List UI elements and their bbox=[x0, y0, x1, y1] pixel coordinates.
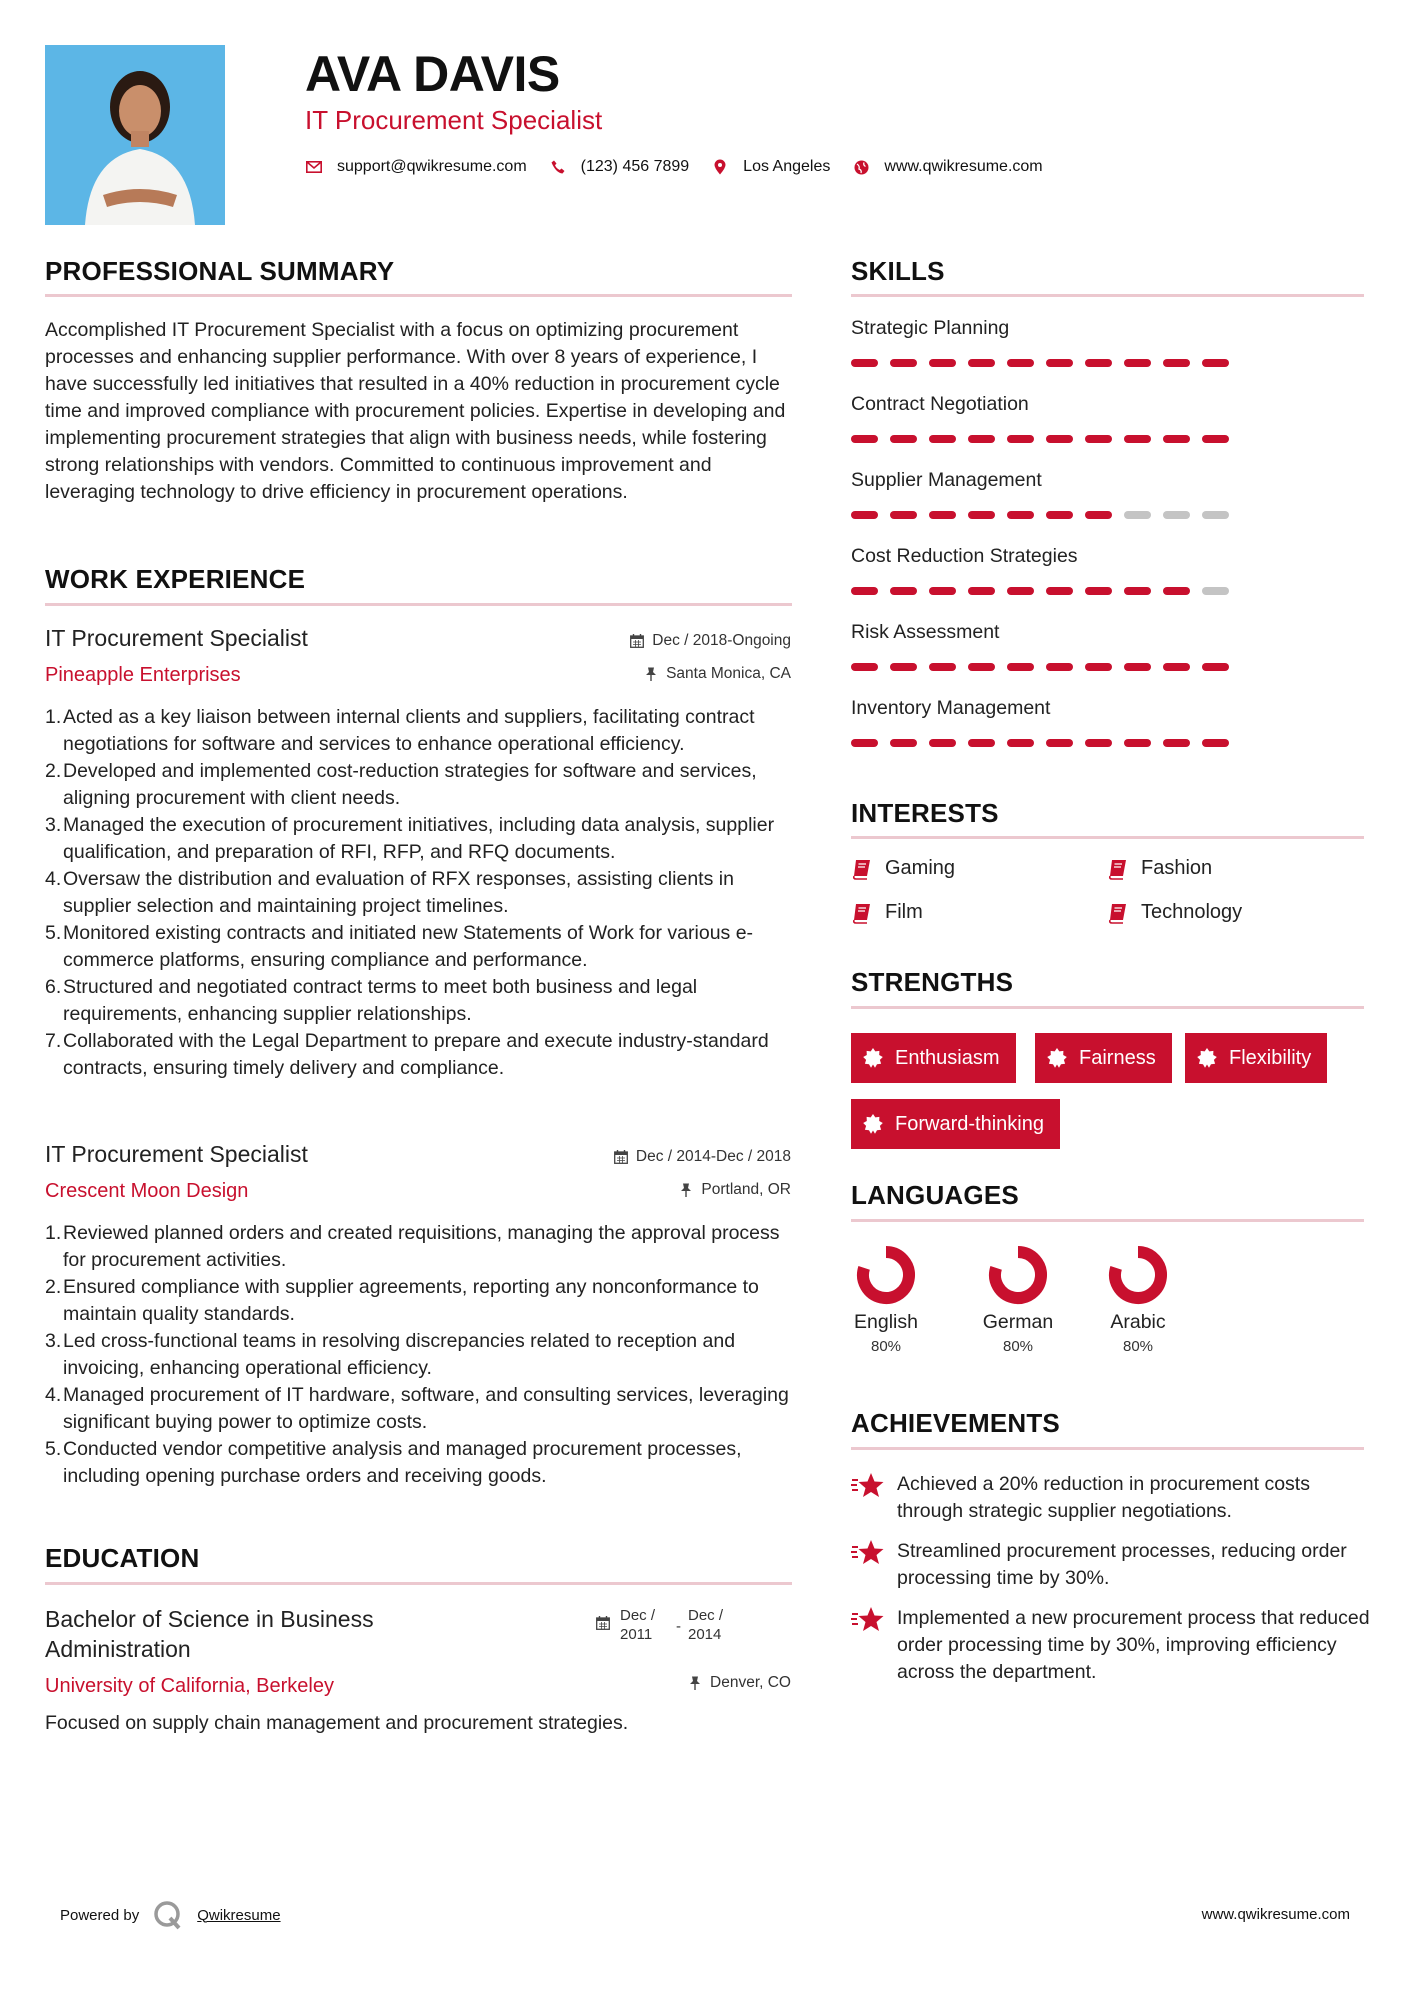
skill-level-segment-filled bbox=[968, 511, 995, 519]
education-start: Dec / 2011 bbox=[620, 1607, 656, 1643]
footer-website[interactable]: www.qwikresume.com bbox=[1201, 1906, 1350, 1923]
summary-text: Accomplished IT Procurement Specialist with a focus on optimizing procurement processes and enhancing supplier performance. With over 8 years of experience, I have successfully led initiatives that resulted in a 40% reduction in procurement cycle time and improved compliance with procurement policies. Expertise in developing and implementing procurement strategies that align with business needs, while fostering strong relationships with vendors. Committed to continuous improvement and leveraging technology to drive efficiency in procurement operations. bbox=[45, 319, 786, 503]
skill-level-segment-filled bbox=[851, 663, 878, 671]
skill-level-segment-filled bbox=[929, 663, 956, 671]
job-company: Crescent Moon Design bbox=[45, 1180, 249, 1202]
job-bullet: Collaborated with the Legal Department to prepare and execute industry-standard contracts, ensuring timely delivery and compliance. bbox=[63, 1030, 769, 1079]
skill-level-segment-filled bbox=[1163, 739, 1190, 747]
skill-name: Cost Reduction Strategies bbox=[851, 545, 1078, 567]
language-name: Arabic bbox=[1110, 1311, 1166, 1333]
language-name: German bbox=[982, 1311, 1054, 1333]
skill-level-bar bbox=[851, 435, 1251, 443]
school-name: University of California, Berkeley bbox=[45, 1675, 334, 1697]
skill-level-segment-filled bbox=[851, 511, 878, 519]
job-title: IT Procurement Specialist bbox=[45, 1141, 308, 1167]
strength-chip bbox=[851, 1099, 1060, 1149]
language-percent: 80% bbox=[870, 1338, 902, 1355]
skill-level-segment-filled bbox=[1046, 663, 1073, 671]
skill-item bbox=[851, 621, 1251, 671]
skill-level-bar bbox=[851, 739, 1251, 747]
skill-level-segment-filled bbox=[851, 587, 878, 595]
skill-level-segment-filled bbox=[1007, 511, 1034, 519]
skill-level-segment-empty bbox=[1163, 511, 1190, 519]
skill-item bbox=[851, 317, 1251, 367]
skill-level-segment-filled bbox=[1085, 663, 1112, 671]
contact-phone[interactable] bbox=[549, 158, 690, 176]
skill-item bbox=[851, 393, 1251, 443]
powered-by-text: Powered by bbox=[60, 1906, 140, 1924]
skill-level-segment-filled bbox=[1124, 663, 1151, 671]
skill-level-segment-filled bbox=[1085, 511, 1112, 519]
calendar-icon bbox=[629, 633, 645, 649]
skill-level-segment-filled bbox=[929, 511, 956, 519]
skill-level-segment-empty bbox=[1202, 511, 1229, 519]
location-text: Los Angeles bbox=[743, 158, 831, 175]
skill-level-segment-filled bbox=[1202, 435, 1229, 443]
skills-heading: SKILLS bbox=[851, 256, 945, 286]
badge-icon bbox=[1197, 1048, 1217, 1068]
education-dates: Dec / 2011 - Dec / 2014 bbox=[596, 1606, 744, 1644]
skill-level-segment-empty bbox=[1124, 511, 1151, 519]
skill-level-segment-filled bbox=[1085, 739, 1112, 747]
interest-item bbox=[851, 901, 923, 924]
job-bullet: Oversaw the distribution and evaluation of RFX responses, assisting clients in supplier selection and maintaining project timelines. bbox=[63, 868, 734, 917]
skill-level-segment-filled bbox=[1124, 435, 1151, 443]
education-description: Focused on supply chain management and procurement strategies. bbox=[45, 1712, 629, 1734]
language-item bbox=[1083, 1243, 1193, 1355]
experience-heading: WORK EXPERIENCE bbox=[45, 564, 306, 594]
skill-level-segment-filled bbox=[890, 739, 917, 747]
skill-level-segment-filled bbox=[890, 359, 917, 367]
star-icon bbox=[851, 1605, 885, 1635]
job-bullet: Reviewed planned orders and created requisitions, managing the approval process for procurement activities. bbox=[63, 1222, 780, 1271]
language-progress-ring bbox=[854, 1243, 918, 1307]
skill-level-segment-filled bbox=[1202, 739, 1229, 747]
skill-level-segment-filled bbox=[851, 435, 878, 443]
phone-text: (123) 456 7899 bbox=[580, 158, 690, 175]
job-bullets bbox=[45, 1220, 795, 1490]
skill-name: Supplier Management bbox=[851, 469, 1042, 491]
profile-photo bbox=[45, 45, 225, 225]
candidate-role: IT Procurement Specialist bbox=[305, 105, 603, 135]
job-dates bbox=[500, 632, 791, 650]
interest-label: Fashion bbox=[1141, 857, 1213, 879]
book-icon bbox=[1107, 902, 1129, 924]
strength-label: Forward-thinking bbox=[895, 1112, 1044, 1135]
skill-level-segment-filled bbox=[851, 739, 878, 747]
skill-level-segment-filled bbox=[968, 435, 995, 443]
job-bullet: Developed and implemented cost-reduction strategies for software and services, aligning procurement with client needs. bbox=[63, 760, 757, 809]
job-location-text: Portland, OR bbox=[701, 1181, 791, 1198]
strength-label: Fairness bbox=[1079, 1046, 1156, 1069]
skill-level-segment-filled bbox=[1046, 587, 1073, 595]
skill-level-bar bbox=[851, 511, 1251, 519]
footer-powered-by bbox=[60, 1900, 281, 1930]
skill-level-segment-filled bbox=[1046, 359, 1073, 367]
globe-icon bbox=[852, 158, 870, 176]
skill-level-segment-filled bbox=[1202, 359, 1229, 367]
achievements-heading: ACHIEVEMENTS bbox=[851, 1408, 1060, 1438]
star-icon bbox=[851, 1538, 885, 1568]
skill-level-bar bbox=[851, 587, 1251, 595]
skill-level-segment-filled bbox=[1163, 587, 1190, 595]
interest-item bbox=[851, 857, 955, 880]
job-bullet: Conducted vendor competitive analysis and managed procurement processes, including opening purchase orders and receiving goods. bbox=[63, 1438, 742, 1487]
skill-level-segment-filled bbox=[968, 663, 995, 671]
language-progress-ring bbox=[986, 1243, 1050, 1307]
job-bullets bbox=[45, 704, 795, 1082]
skill-level-segment-filled bbox=[1163, 663, 1190, 671]
language-progress-arc bbox=[1115, 1252, 1161, 1298]
skill-level-segment-filled bbox=[1046, 435, 1073, 443]
skill-level-segment-filled bbox=[1163, 435, 1190, 443]
contact-email[interactable] bbox=[305, 158, 527, 176]
interest-label: Gaming bbox=[885, 857, 956, 879]
skill-level-segment-filled bbox=[929, 587, 956, 595]
pushpin-icon bbox=[687, 1675, 703, 1691]
qwikresume-link[interactable]: Qwikresume bbox=[197, 1906, 281, 1924]
skill-name: Inventory Management bbox=[851, 697, 1051, 719]
skill-level-segment-filled bbox=[890, 511, 917, 519]
job-title: IT Procurement Specialist bbox=[45, 625, 308, 651]
pushpin-icon bbox=[643, 666, 659, 682]
job-bullet: Monitored existing contracts and initiated new Statements of Work for various e-commerce platforms, ensuring compliance and performance. bbox=[63, 922, 754, 971]
languages-heading: LANGUAGES bbox=[851, 1180, 1019, 1210]
language-item bbox=[831, 1243, 941, 1355]
interest-label: Technology bbox=[1141, 901, 1243, 923]
star-icon bbox=[851, 1471, 885, 1501]
achievement-item bbox=[851, 1605, 1371, 1686]
book-icon bbox=[851, 858, 873, 880]
book-icon bbox=[1107, 858, 1129, 880]
website-text: www.qwikresume.com bbox=[884, 158, 1043, 175]
contact-location bbox=[711, 158, 830, 176]
strength-label: Enthusiasm bbox=[895, 1046, 1000, 1069]
badge-icon bbox=[1047, 1048, 1067, 1068]
strength-label: Flexibility bbox=[1229, 1046, 1312, 1069]
badge-icon bbox=[863, 1048, 883, 1068]
experience-divider bbox=[45, 603, 792, 606]
skill-level-segment-filled bbox=[1124, 587, 1151, 595]
job-dates bbox=[480, 1148, 791, 1166]
language-percent: 80% bbox=[1002, 1338, 1034, 1355]
skill-level-segment-filled bbox=[890, 587, 917, 595]
achievement-text: Streamlined procurement processes, reducing order processing time by 30%. bbox=[897, 1540, 1347, 1589]
badge-icon bbox=[863, 1114, 883, 1134]
skill-level-segment-filled bbox=[1007, 587, 1034, 595]
education-divider bbox=[45, 1582, 792, 1585]
job-location bbox=[500, 1181, 791, 1199]
job-bullet: Managed procurement of IT hardware, software, and consulting services, leveraging significant buying power to optimize costs. bbox=[63, 1384, 789, 1433]
skill-level-segment-filled bbox=[851, 359, 878, 367]
phone-icon bbox=[549, 158, 567, 176]
skill-item bbox=[851, 545, 1251, 595]
skill-level-segment-filled bbox=[1046, 739, 1073, 747]
summary-heading: PROFESSIONAL SUMMARY bbox=[45, 256, 395, 286]
language-progress-arc bbox=[995, 1252, 1041, 1298]
skill-level-segment-filled bbox=[929, 359, 956, 367]
strengths-heading: STRENGTHS bbox=[851, 967, 1014, 997]
qwikresume-logo-icon bbox=[153, 1900, 183, 1930]
skill-name: Strategic Planning bbox=[851, 317, 1010, 339]
skill-level-segment-filled bbox=[1124, 359, 1151, 367]
skill-level-segment-filled bbox=[1007, 435, 1034, 443]
degree-title: Bachelor of Science in Business Administration bbox=[45, 1606, 374, 1662]
education-location bbox=[500, 1674, 791, 1692]
skill-level-segment-filled bbox=[1007, 359, 1034, 367]
book-icon bbox=[851, 902, 873, 924]
map-pin-icon bbox=[711, 158, 729, 176]
skill-level-segment-filled bbox=[968, 359, 995, 367]
achievement-item bbox=[851, 1538, 1371, 1592]
interest-label: Film bbox=[885, 901, 923, 923]
job-bullet: Led cross-functional teams in resolving discrepancies related to reception and invoicing, enhancing operational efficiency. bbox=[63, 1330, 736, 1379]
summary-divider bbox=[45, 294, 792, 297]
pushpin-icon bbox=[678, 1182, 694, 1198]
job-company: Pineapple Enterprises bbox=[45, 664, 241, 686]
skill-name: Contract Negotiation bbox=[851, 393, 1029, 415]
candidate-name: AVA DAVIS bbox=[305, 46, 560, 102]
language-item bbox=[963, 1243, 1073, 1355]
skill-level-segment-filled bbox=[929, 435, 956, 443]
skill-level-segment-filled bbox=[929, 739, 956, 747]
strength-chip bbox=[851, 1033, 1016, 1083]
email-text: support@qwikresume.com bbox=[337, 158, 527, 175]
language-percent: 80% bbox=[1122, 1338, 1154, 1355]
skill-level-segment-filled bbox=[890, 435, 917, 443]
skill-level-segment-filled bbox=[1163, 359, 1190, 367]
job-dates-text: Dec / 2018-Ongoing bbox=[652, 632, 791, 649]
job-bullet: Acted as a key liaison between internal clients and suppliers, facilitating contract negotiations for software and services to enhance operational efficiency. bbox=[63, 706, 755, 755]
language-name: English bbox=[854, 1311, 918, 1333]
job-bullet: Managed the execution of procurement initiatives, including data analysis, supplier qualification, and preparation of RFI, RFP, and RFQ documents. bbox=[63, 814, 775, 863]
skill-level-segment-filled bbox=[1007, 739, 1034, 747]
skill-level-segment-filled bbox=[1085, 359, 1112, 367]
strength-chip bbox=[1035, 1033, 1172, 1083]
skill-level-bar bbox=[851, 359, 1251, 367]
skill-level-segment-filled bbox=[1085, 435, 1112, 443]
skill-level-bar bbox=[851, 663, 1251, 671]
achievement-item bbox=[851, 1471, 1371, 1525]
calendar-icon bbox=[613, 1149, 629, 1165]
strengths-divider bbox=[851, 1006, 1364, 1009]
education-heading: EDUCATION bbox=[45, 1543, 200, 1573]
skill-name: Risk Assessment bbox=[851, 621, 1000, 643]
job-bullet: Ensured compliance with supplier agreements, reporting any nonconformance to maintain quality standards. bbox=[63, 1276, 759, 1325]
contact-website[interactable] bbox=[852, 158, 1042, 176]
contact-bar bbox=[305, 158, 1065, 176]
job-bullet: Structured and negotiated contract terms to meet both business and legal requirements, enhancing supplier relationships. bbox=[63, 976, 698, 1025]
job-location bbox=[500, 665, 791, 683]
interest-item bbox=[1107, 901, 1242, 924]
skill-level-segment-filled bbox=[1124, 739, 1151, 747]
skill-level-segment-filled bbox=[1046, 511, 1073, 519]
achievement-text: Achieved a 20% reduction in procurement costs through strategic supplier negotiations. bbox=[897, 1473, 1310, 1522]
languages-divider bbox=[851, 1219, 1364, 1222]
job-dates-text: Dec / 2014-Dec / 2018 bbox=[635, 1148, 791, 1165]
envelope-icon bbox=[305, 158, 323, 176]
interest-item bbox=[1107, 857, 1212, 880]
skill-level-segment-filled bbox=[968, 739, 995, 747]
education-location-text: Denver, CO bbox=[710, 1674, 791, 1691]
interests-divider bbox=[851, 836, 1364, 839]
job-location-text: Santa Monica, CA bbox=[666, 665, 791, 682]
strength-chip bbox=[1185, 1033, 1327, 1083]
skill-level-segment-filled bbox=[1085, 587, 1112, 595]
language-progress-arc bbox=[863, 1252, 909, 1298]
achievements-divider bbox=[851, 1447, 1364, 1450]
skill-item bbox=[851, 469, 1251, 519]
skills-divider bbox=[851, 294, 1364, 297]
skill-level-segment-filled bbox=[890, 663, 917, 671]
calendar-icon bbox=[596, 1616, 612, 1632]
language-progress-ring bbox=[1106, 1243, 1170, 1307]
skill-item bbox=[851, 697, 1251, 747]
skill-level-segment-empty bbox=[1202, 587, 1229, 595]
education-end: Dec / 2014 bbox=[688, 1607, 724, 1643]
achievement-text: Implemented a new procurement process that reduced order processing time by 30%, improving efficiency across the department. bbox=[897, 1607, 1370, 1683]
skill-level-segment-filled bbox=[968, 587, 995, 595]
interests-heading: INTERESTS bbox=[851, 798, 999, 828]
skill-level-segment-filled bbox=[1007, 663, 1034, 671]
skill-level-segment-filled bbox=[1202, 663, 1229, 671]
